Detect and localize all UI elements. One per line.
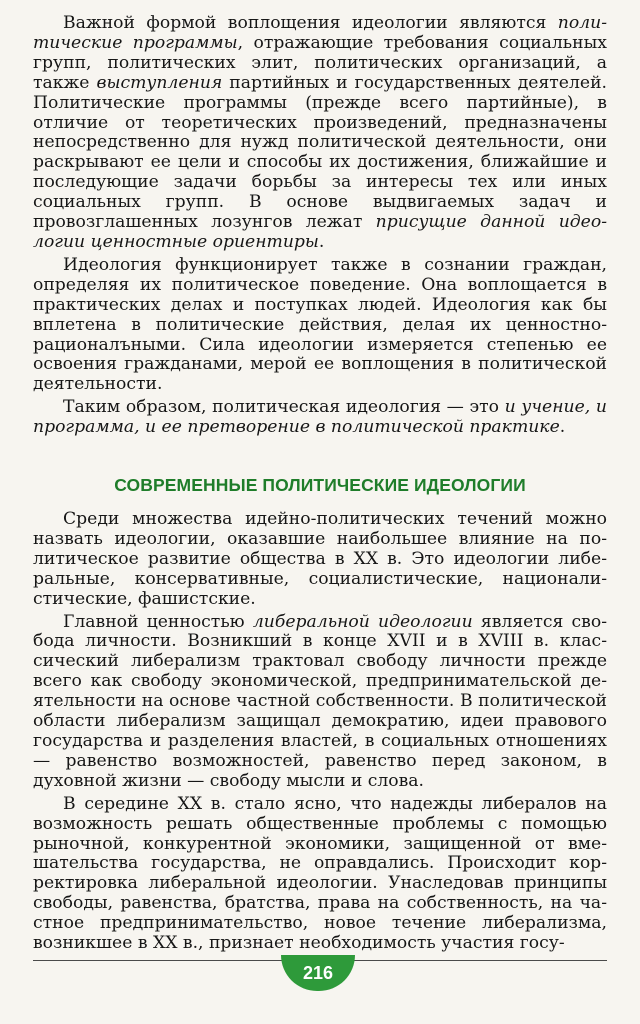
- page-number: 216: [302, 962, 334, 983]
- paragraph-modern-ideologies: [33, 510, 607, 610]
- italic-term: выступления: [96, 72, 223, 93]
- paragraph-text: .: [559, 417, 566, 438]
- paragraph-text: Среди множества идейно-политических течений можно назвать идеологии, оказавшие наибольшее влияние на политическое развитие общества в XX в. Это идеологии либеральные, консервативные, социалистические, националистические, фашистские.: [33, 509, 607, 609]
- paragraph-political-programs: [33, 14, 607, 253]
- paragraph-text: .: [318, 231, 325, 252]
- section-gap: [33, 441, 607, 475]
- paragraph-text: Идеология функционирует также в сознании граждан, определяя их политическое поведение. Она воплощается в практических делах и поступках людей. Идеология как бы вплетена в политические действия, делая их ценностно-рационалъными. Сила идеологии измеряется степенью ее освоения гражданами, мерой ее воплощения в политической деятельности.: [33, 254, 607, 395]
- paragraph-mid-century: [33, 795, 607, 954]
- italic-term: политические программы: [33, 13, 607, 53]
- page-number-badge: [281, 955, 355, 991]
- paragraph-text: В середине XX в. стало ясно, что надежды либералов на возможность решать общественные проблемы с помощью рыночной, конкурентной экономики, защищенной от вмешательства государства, не оправдались. Происходит корректировка либеральной идеологии. Унаследовав принципы свободы, равенства, братства, права на собственность, на частное предпринимательство, новое течение либерализма, возникшее в XX в., признает необходимость участия госу-: [33, 793, 607, 954]
- paragraph-text: Важной формой воплощения идеологии являются: [63, 13, 558, 33]
- paragraph-text: Главной ценностью: [63, 611, 253, 632]
- paragraph-ideology-function: [33, 256, 607, 395]
- paragraph-conclusion: [33, 398, 607, 438]
- section-heading: СОВРЕМЕННЫЕ ПОЛИТИЧЕСКИЕ ИДЕОЛОГИИ: [114, 475, 526, 496]
- italic-term: присущие данной идеологии ценностные ориентиры: [33, 212, 607, 252]
- paragraph-text: партийных и государственных деятелей. Политические программы (прежде всего партийные), в отличие от теоретических произведений, предназначены непосредственно для нужд политической деятельности, они раскрывают ее цели и способы их достижения, ближайшие и последующие задачи борьбы за интересы тех или иных социальных групп. В основе выдвигаемых задач и провозглашенных лозунгов лежат: [33, 72, 607, 233]
- paragraph-text: является свобода личности. Возникший в конце XVII и в XVIII в. классический либерализм трактовал свободу личности прежде всего как свободу экономической, предпринимательской деятельности на основе частной собственности. В политической области либерализм защищал демократию, идеи правового государства и разделения властей, в социальных отношениях — равенство возможностей, равенство перед законом, в духовной жизни — свободу мысли и слова.: [33, 611, 607, 791]
- italic-term: либеральной идеологии: [252, 611, 473, 632]
- italic-term: и учение, и программа, и ее претворение в политической практике: [33, 397, 607, 438]
- paragraph-liberal-ideology: [33, 613, 607, 792]
- page-content: [33, 14, 607, 957]
- paragraph-text: Таким образом, политическая идеология — это: [63, 397, 505, 418]
- paragraph-text: , отражающие требования социальных групп, политических элит, политических организаций, а также: [33, 32, 607, 93]
